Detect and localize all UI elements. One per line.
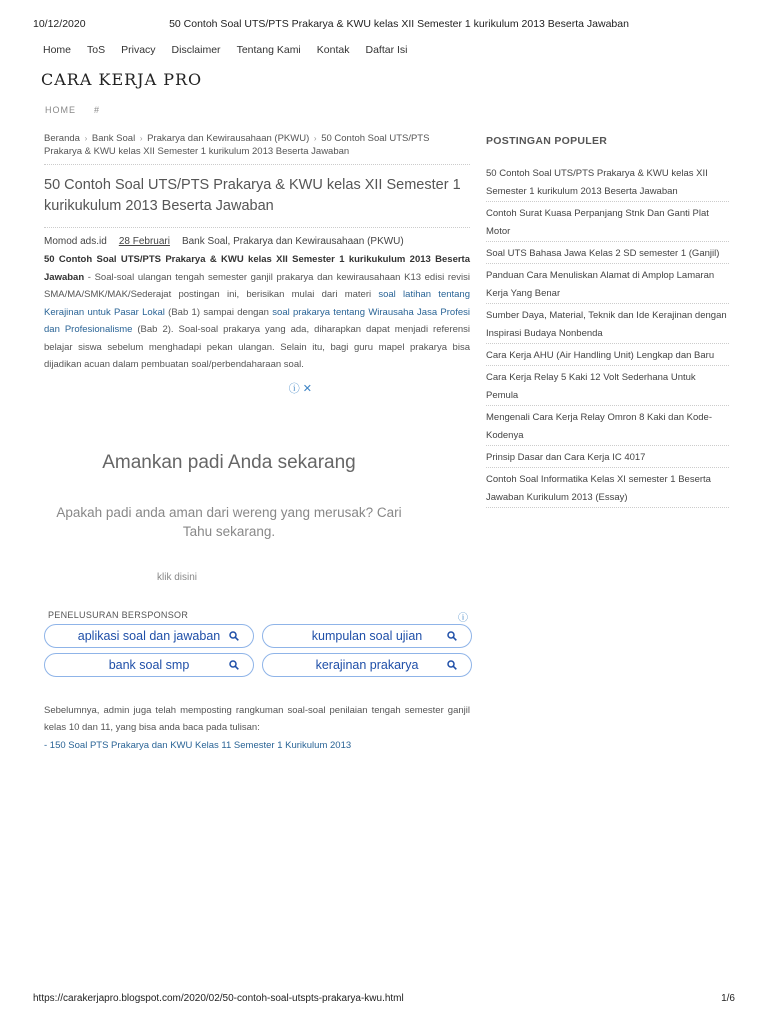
search-chip[interactable] xyxy=(44,624,254,648)
intro-bold: 50 Contoh Soal UTS/PTS Prakarya & KWU kelas XII Semester 1 kurikukulum 2013 Beserta Jawaban xyxy=(44,254,470,283)
popular-post-item[interactable]: Prinsip Dasar dan Cara Kerja IC 4017 xyxy=(486,448,729,468)
nav-home[interactable]: Home xyxy=(43,44,72,56)
post-continuation xyxy=(44,702,470,755)
intro-link-wirausaha[interactable]: soal prakarya tentang Wirausaha Jasa Profesi dan Profesionalisme xyxy=(44,306,470,335)
print-date: 10/12/2020 xyxy=(33,18,86,30)
popular-post-item[interactable]: Contoh Surat Kuasa Perpanjang Stnk Dan Ganti Plat Motor xyxy=(486,204,729,242)
search-icon xyxy=(229,631,239,641)
search-icon xyxy=(447,631,457,641)
hash-link[interactable]: # xyxy=(94,105,101,115)
nav-privacy[interactable]: Privacy xyxy=(121,44,156,56)
search-chip[interactable] xyxy=(262,624,472,648)
breadcrumb-beranda[interactable]: Beranda xyxy=(44,133,80,144)
post-title: 50 Contoh Soal UTS/PTS Prakarya & KWU kelas XII Semester 1 kurikukulum 2013 Beserta Jawaban xyxy=(44,175,470,228)
popular-post-item[interactable]: 50 Contoh Soal UTS/PTS Prakarya & KWU kelas XII Semester 1 kurikulum 2013 Beserta Jawaban xyxy=(486,165,729,202)
print-doc-title: 50 Contoh Soal UTS/PTS Prakarya & KWU kelas XII Semester 1 kurikulum 2013 Beserta Jawaban xyxy=(169,18,629,30)
post-intro xyxy=(44,251,470,374)
nav-disclaimer[interactable]: Disclaimer xyxy=(171,44,221,56)
sponsored-chips xyxy=(44,624,472,677)
intro-text-1: - Soal-soal ulangan tengah semester ganjil prakarya dan kewirausahaan K13 edisi revisi SMA/MA/SMK/MAK/Sederajat postingan ini, berisikan mulai dari materi xyxy=(44,271,470,300)
print-pager: 1/6 xyxy=(721,993,735,1004)
sidebar-title: POSTINGAN POPULER xyxy=(486,135,608,147)
related-post-link[interactable]: - 150 Soal PTS Prakarya dan KWU Kelas 11 Semester 1 Kurikulum 2013 xyxy=(44,739,352,751)
post-author[interactable]: Momod ads.id xyxy=(44,236,107,247)
sponsored-label: PENELUSURAN BERSPONSOR xyxy=(48,609,189,620)
top-nav xyxy=(43,44,408,56)
ad-description[interactable]: Apakah padi anda aman dari wereng yang merusak? Cari Tahu sekarang. xyxy=(56,504,402,539)
ad-banner[interactable] xyxy=(44,380,470,598)
intro-text-2: (Bab 1) sampai dengan xyxy=(164,306,273,318)
search-chip-label: bank soal smp xyxy=(108,657,190,672)
search-chip-label: kumpulan soal ujian xyxy=(311,628,423,643)
search-chip-label: kerajinan prakarya xyxy=(315,657,419,672)
home-bar xyxy=(45,105,100,115)
search-icon xyxy=(229,660,239,670)
intro-text-3: (Bab 2). Soal-soal prakarya yang ada, diharapkan dapat menjadi referensi belajar siswa sebelum menghadapi pekan ulangan. Selain itu, bagi guru mapel prakarya bisa dijadikan acuan dalam pembuatan soal/perbendaharaan soal. xyxy=(44,324,471,370)
popular-post-item[interactable]: Contoh Soal Informatika Kelas XI semester 1 Beserta Jawaban Kurikulum 2013 (Essay) xyxy=(486,470,729,508)
breadcrumb-separator: › xyxy=(84,134,88,143)
nav-tos[interactable]: ToS xyxy=(87,44,106,56)
search-chip[interactable] xyxy=(44,653,254,677)
popular-post-item[interactable]: Soal UTS Bahasa Jawa Kelas 2 SD semester 1 (Ganjil) xyxy=(486,244,729,264)
popular-posts-list xyxy=(486,165,729,508)
sidebar-popular-posts xyxy=(486,135,729,510)
post-meta xyxy=(44,236,470,247)
search-chip-label: aplikasi soal dan jawaban xyxy=(77,628,221,643)
search-chip[interactable] xyxy=(262,653,472,677)
popular-post-item[interactable]: Cara Kerja AHU (Air Handling Unit) Lengkap dan Baru xyxy=(486,346,729,366)
site-brand[interactable]: CARA KERJA PRO xyxy=(41,70,203,89)
post-labels[interactable]: Bank Soal, Prakarya dan Kewirausahaan (PKWU) xyxy=(181,236,404,247)
popular-post-item[interactable]: Mengenali Cara Kerja Relay Omron 8 Kaki dan Kode-Kodenya xyxy=(486,408,729,446)
popular-post-item[interactable]: Panduan Cara Menuliskan Alamat di Amplop Lamaran Kerja Yang Benar xyxy=(486,266,729,304)
ad-cta-link[interactable]: klik disini xyxy=(157,571,198,583)
popular-post-item[interactable]: Sumber Daya, Material, Teknik dan Ide Kerajinan dengan Inspirasi Budaya Nonbenda xyxy=(486,306,729,344)
breadcrumb-separator: › xyxy=(313,134,317,143)
nav-kontak[interactable]: Kontak xyxy=(316,44,350,56)
main-content xyxy=(44,132,470,754)
breadcrumb-bank-soal[interactable]: Bank Soal xyxy=(91,133,136,144)
print-url: https://carakerjapro.blogspot.com/2020/02/50-contoh-soal-utspts-prakarya-kwu.html xyxy=(33,993,404,1004)
nav-daftar-isi[interactable]: Daftar Isi xyxy=(365,44,408,56)
ad-headline[interactable]: Amankan padi Anda sekarang xyxy=(102,451,356,473)
search-icon xyxy=(447,660,457,670)
print-header xyxy=(33,18,735,32)
breadcrumb-separator: › xyxy=(139,134,143,143)
post-date[interactable]: 28 Februari xyxy=(118,236,170,247)
breadcrumb xyxy=(44,132,470,165)
continuation-text: Sebelumnya, admin juga telah memposting rangkuman soal-soal penilaian tengah semester ganjil kelas 10 dan 11, yang bisa anda baca pada tulisan: xyxy=(44,704,470,733)
nav-tentang-kami[interactable]: Tentang Kami xyxy=(236,44,301,56)
sponsored-search xyxy=(44,610,470,678)
ad-choices-icon[interactable]: ⓘ ✕ xyxy=(288,382,312,395)
sponsored-info-icon[interactable]: ⓘ xyxy=(458,612,468,624)
popular-post-item[interactable]: Cara Kerja Relay 5 Kaki 12 Volt Sederhana Untuk Pemula xyxy=(486,368,729,406)
home-link[interactable]: HOME xyxy=(45,105,76,115)
print-footer xyxy=(33,993,735,1007)
breadcrumb-pkwu[interactable]: Prakarya dan Kewirausahaan (PKWU) xyxy=(147,133,310,144)
breadcrumb-current: 50 Contoh Soal UTS/PTS Prakarya & KWU kelas XII Semester 1 kurikulum 2013 Beserta Jawaban xyxy=(44,133,430,157)
intro-link-kerajinan[interactable]: soal latihan tentang Kerajinan untuk Pasar Lokal xyxy=(44,289,470,318)
